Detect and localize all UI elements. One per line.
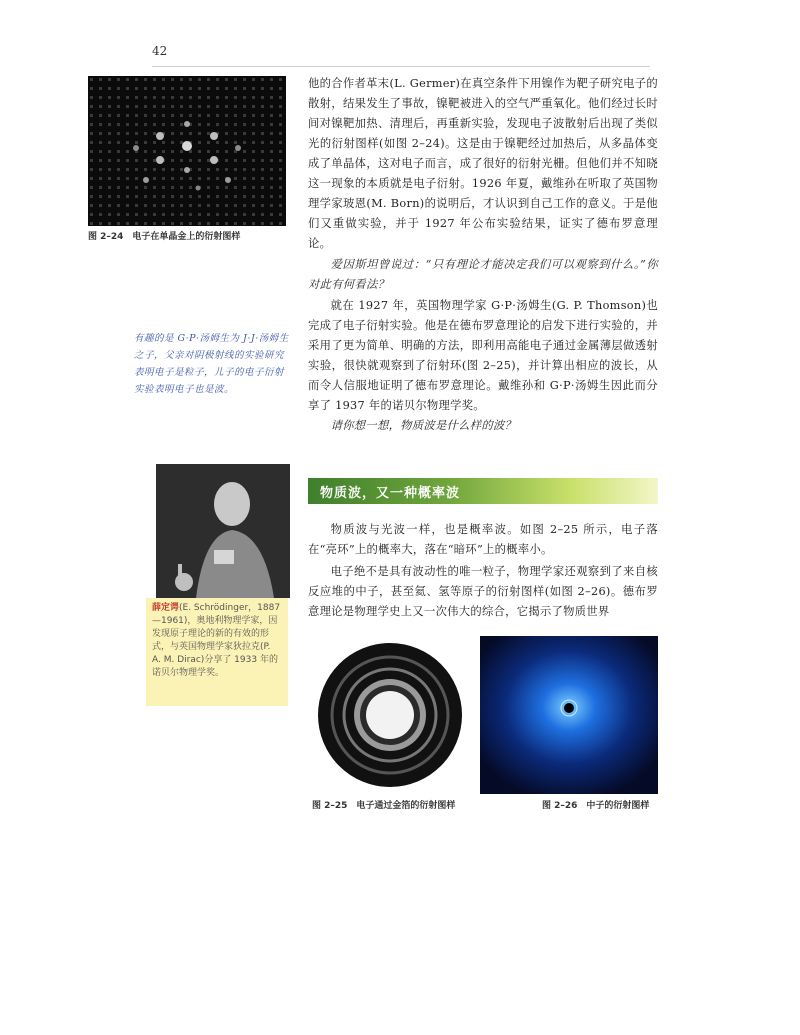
question-2: 请你想一想，物质波是什么样的波？ xyxy=(330,419,517,432)
bio-text: (E. Schrödinger，1887—1961)，奥地利物理学家，因发现原子理论的新的有效的形式，与英国物理学家狄拉克(P. A. M. Dirac)分享了 1933 年的诺贝尔物理学奖。 xyxy=(152,603,281,678)
section-title: 物质波，又一种概率波 xyxy=(320,486,461,501)
header-rule xyxy=(152,66,650,67)
figure-2-25-image xyxy=(310,640,470,790)
figure-2-25-caption: 图 2–25 电子通过金箔的衍射图样 xyxy=(312,801,456,811)
figure-2-24-image xyxy=(88,76,286,226)
paragraph-2: 就在 1927 年，英国物理学家 G·P·汤姆生(G. P. Thomson)也完成了电子衍射实验。他是在德布罗意理论的启发下进行实验的，并采用了更为简单、明确的方法，即利用高能电子通过金属薄层做透射实验，很快就观察到了衍射环(图 2–25)，并计算出相应的波长，从而令人信服地证明了德布罗意理论。戴维孙和 G·P·汤姆生因此而分享了 1937 年的诺贝尔物理学奖。 xyxy=(308,299,658,412)
paragraph-3: 物质波与光波一样，也是概率波。如图 2–25 所示，电子落在“亮环”上的概率大，落在“暗环”上的概率小。 xyxy=(308,523,658,556)
figure-2-26-image xyxy=(480,636,658,794)
bio-box xyxy=(146,598,288,706)
sidenote: 有趣的是 G·P·汤姆生为 J·J·汤姆生之子，父亲对阴极射线的实验研究表明电子是粒子，儿子的电子衍射实验表明电子也是波。 xyxy=(134,333,289,395)
question-1: 爱因斯坦曾说过：“只有理论才能决定我们可以观察到什么。”你对此有何看法？ xyxy=(308,258,658,291)
paragraph-4: 电子绝不是具有波动性的唯一粒子，物理学家还观察到了来自核反应堆的中子，甚至氦、氢等原子的衍射图样(如图 2–26)。德布罗意理论是物理学史上又一次伟大的综合，它揭示了物质世界 xyxy=(308,565,658,618)
section-heading-bar xyxy=(308,478,658,504)
figure-2-26-caption: 图 2–26 中子的衍射图样 xyxy=(542,801,650,811)
page-number: 42 xyxy=(152,44,168,58)
bio-name: 薛定谔 xyxy=(152,603,180,613)
schrodinger-portrait xyxy=(156,464,290,598)
figure-2-24-caption: 图 2–24 电子在单晶金上的衍射图样 xyxy=(88,232,241,242)
paragraph-1 xyxy=(308,74,658,254)
paragraph-1-text: 他的合作者革末(L. Germer)在真空条件下用镍作为靶子研究电子的散射，结果发生了事故，镍靶被进入的空气严重氧化。他们经过长时间对镍靶加热、清理后，再重新实验，发现电子波散射后出现了类似光的衍射图样(如图 2–24)。这是由于镍靶经过加热后，从多晶体变成了单晶体，这对电子而言，成了很好的衍射光栅。但他们并不知晓这一现象的本质就是电子衍射。1926 年夏，戴维孙在听取了英国物理学家玻恩(M. Born)的说明后，才认识到自己工作的意义。于是他们又重做实验，并于 1927 年公布实验结果，证实了德布罗意理论。 xyxy=(308,77,658,250)
